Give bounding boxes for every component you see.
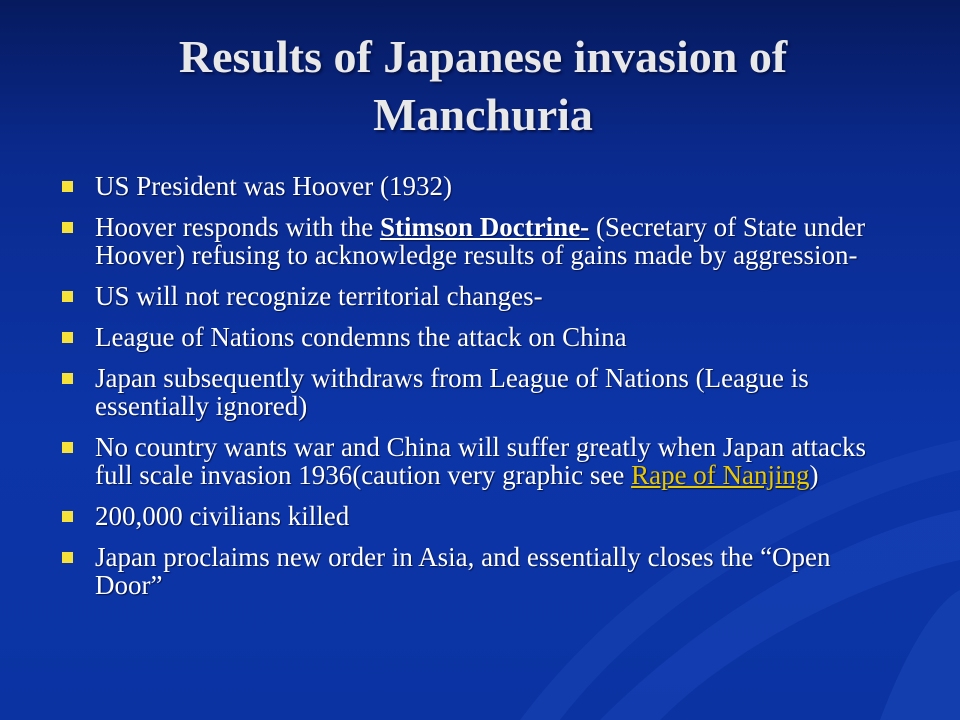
bullet-text: League of Nations condemns the attack on China <box>95 322 627 352</box>
bullet-item <box>62 213 902 269</box>
square-bullet-icon <box>62 552 73 563</box>
bullet-item <box>62 282 902 310</box>
bullet-text: Japan proclaims new order in Asia, and essentially closes the “Open Door” <box>95 542 831 600</box>
bullet-item <box>62 364 902 420</box>
bullet-text: US will not recognize territorial changes- <box>95 281 543 311</box>
square-bullet-icon <box>62 222 73 233</box>
bullet-text: US President was Hoover (1932) <box>95 171 452 201</box>
bullet-item <box>62 172 902 200</box>
square-bullet-icon <box>62 442 73 453</box>
bullet-list <box>62 172 902 612</box>
slide-title <box>60 28 906 144</box>
bullet-item <box>62 543 902 599</box>
square-bullet-icon <box>62 181 73 192</box>
square-bullet-icon <box>62 332 73 343</box>
bullet-text: (Secretary of State under Hoover) refusing to acknowledge results of gains made by aggression- <box>95 212 866 270</box>
bullet-item <box>62 323 902 351</box>
square-bullet-icon <box>62 373 73 384</box>
square-bullet-icon <box>62 511 73 522</box>
bullet-item <box>62 502 902 530</box>
stimson-doctrine-term: Stimson Doctrine- <box>379 212 590 242</box>
square-bullet-icon <box>62 291 73 302</box>
bullet-text: No country wants war and China will suffer greatly when Japan attacks full scale invasion 1936(caution very graphic see <box>95 432 867 490</box>
bullet-text: Japan subsequently withdraws from League of Nations (League is essentially ignored) <box>95 363 809 421</box>
rape-of-nanjing-link[interactable]: Rape of Nanjing <box>631 460 810 490</box>
bullet-text: ) <box>809 460 819 490</box>
bullet-text: 200,000 civilians killed <box>95 501 350 531</box>
title-line-2: Manchuria <box>373 89 593 140</box>
bullet-text: Hoover responds with the <box>95 212 380 242</box>
title-line-1: Results of Japanese invasion of <box>178 31 788 82</box>
bullet-item <box>62 433 902 489</box>
